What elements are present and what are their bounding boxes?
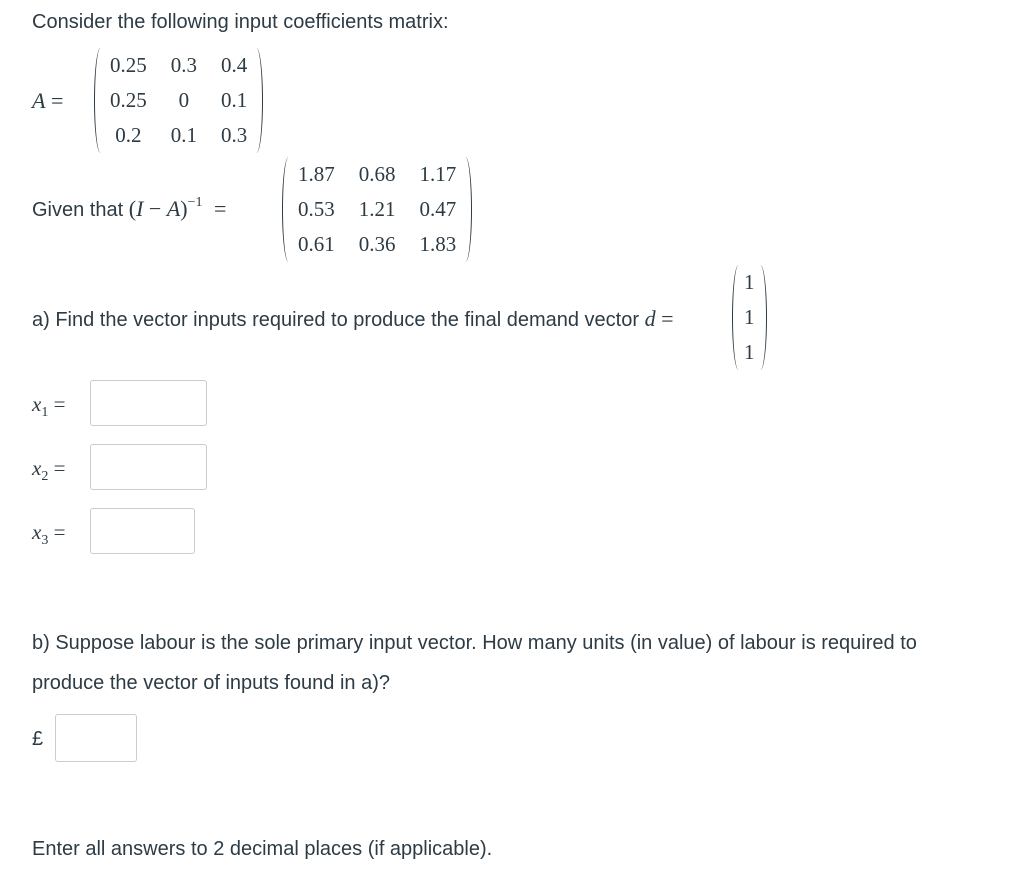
x2-input[interactable] [90, 444, 207, 490]
matrix-row [98, 118, 259, 153]
x1-label: $x_1$ = [32, 392, 66, 421]
intro-text: Consider the following input coefficients matrix: [32, 11, 449, 33]
matrix-a [98, 48, 259, 153]
demand-vector [736, 265, 763, 370]
matrix-cell: 0.3 [170, 53, 197, 77]
vector-cell: 1 [744, 270, 755, 294]
matrix-cell: 1.83 [419, 232, 457, 256]
matrix-cell: 0.36 [358, 232, 396, 256]
matrix-cell: 1.87 [298, 162, 335, 186]
matrix-cell: 1.21 [358, 197, 396, 221]
x1-input[interactable] [90, 380, 207, 426]
part-b-question-line1: b) Suppose labour is the sole primary input vector. How many units (in value) of labour is required to [32, 632, 917, 654]
right-paren [459, 157, 472, 262]
matrix-row [286, 157, 468, 192]
right-paren [754, 265, 767, 370]
matrix-cell: 0.3 [221, 123, 248, 147]
currency-symbol: £ [32, 728, 44, 750]
footer-note: Enter all answers to 2 decimal places (if applicable). [32, 838, 493, 860]
part-b-question-line2: produce the vector of inputs found in a)? [32, 672, 391, 694]
matrix-cell: 0.1 [170, 123, 197, 147]
labour-input[interactable] [55, 714, 137, 762]
matrix-row [286, 192, 468, 227]
matrix-cell: 0.25 [110, 53, 147, 77]
given-text: Given that [32, 199, 124, 221]
x3-input[interactable] [90, 508, 195, 554]
given-line [32, 196, 226, 222]
matrix-cell: 0.1 [221, 88, 248, 112]
inverse-matrix [286, 157, 468, 262]
inverse-expression: $(I - A)^{-1}$ = [128, 195, 227, 221]
matrix-cell: 0.4 [221, 53, 248, 77]
x3-label: $x_3$ = [32, 520, 66, 549]
matrix-row [98, 48, 259, 83]
matrix-cell: 0.68 [358, 162, 396, 186]
matrix-a-label: A = [32, 88, 64, 113]
part-a-question: a) Find the vector inputs required to produce the final demand vector d = [32, 306, 674, 331]
matrix-row [286, 227, 468, 262]
right-paren [250, 48, 263, 153]
matrix-row [98, 83, 259, 118]
matrix-cell: 0.53 [298, 197, 335, 221]
x2-label: $x_2$ = [32, 456, 66, 485]
vector-cell: 1 [744, 340, 755, 364]
left-paren [282, 157, 295, 262]
matrix-cell: 0.2 [115, 123, 142, 147]
left-paren [732, 265, 745, 370]
matrix-cell: 0.47 [419, 197, 457, 221]
left-paren [94, 48, 107, 153]
matrix-cell: 1.17 [419, 162, 457, 186]
vector-cell: 1 [744, 305, 755, 329]
matrix-cell: 0.25 [110, 88, 147, 112]
matrix-cell: 0.61 [298, 232, 335, 256]
matrix-cell: 0 [178, 88, 190, 112]
